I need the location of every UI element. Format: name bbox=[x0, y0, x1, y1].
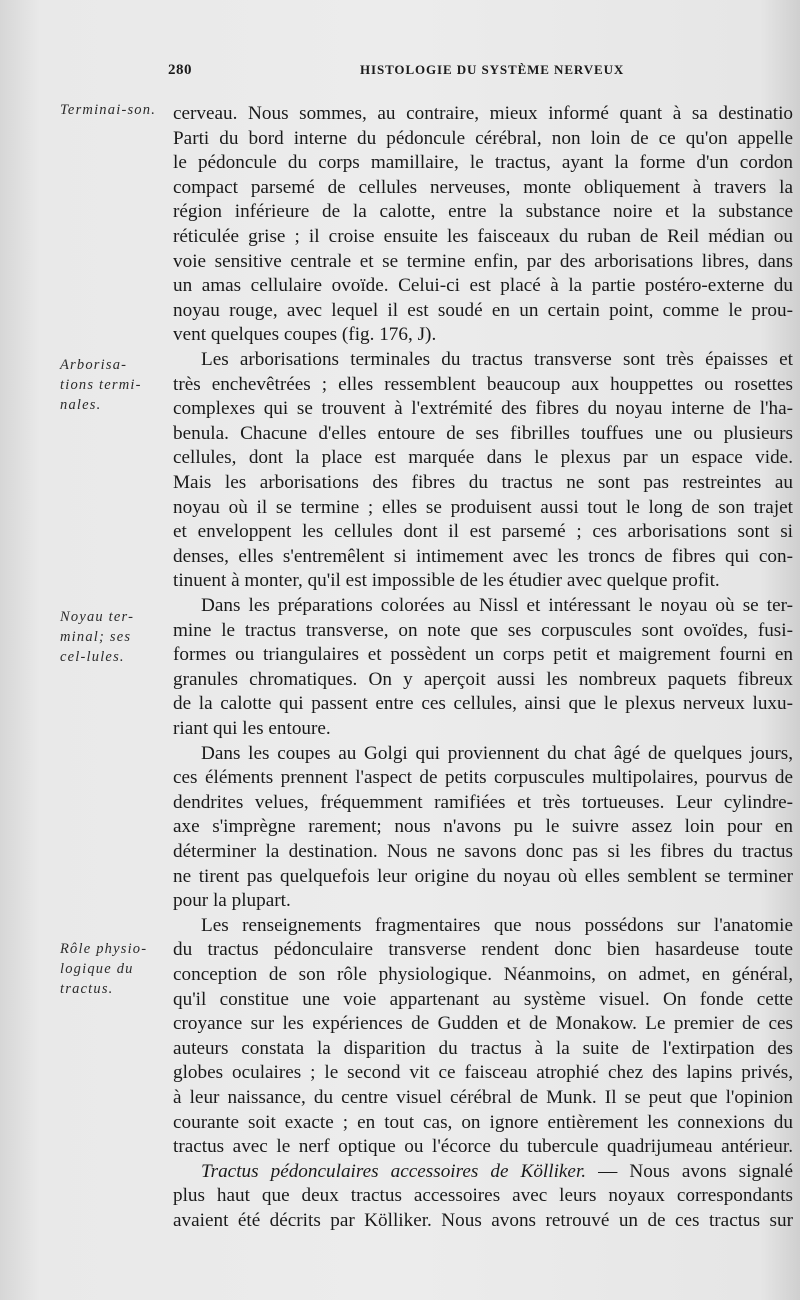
text-line: axe s'imprègne rarement; nous n'avons pu le suivre assez loin pour en bbox=[173, 816, 793, 838]
text-line: cerveau. Nous sommes, au contraire, mieux informé quant à sa destinatio bbox=[173, 103, 793, 124]
text-line: granules chromatiques. On y aperçoit aussi les nombreux paquets fibreux bbox=[173, 668, 793, 690]
text-line: noyau rouge, avec lequel il est soudé en un certain point, comme le prou- bbox=[173, 299, 793, 321]
text-line: Parti du bord interne du pédoncule cérébral, non loin de ce qu'on appelle bbox=[173, 127, 793, 149]
text-line: voie sensitive centrale et se termine enfin, par des arborisations libres, dans bbox=[173, 250, 793, 272]
text-line: compact parsemé de cellules nerveuses, monte obliquement à travers la bbox=[173, 176, 793, 198]
text-line: qu'il constitue une voie appartenant au système visuel. On fonde cette bbox=[173, 988, 793, 1010]
text-line: Les arborisations terminales du tractus transverse sont très épaisses et bbox=[201, 349, 793, 370]
text-line: région inférieure de la calotte, entre la substance noire et la substance bbox=[173, 201, 793, 223]
text-line: Les renseignements fragmentaires que nous possédons sur l'anatomie bbox=[201, 914, 793, 936]
margin-note: Terminai-son. bbox=[60, 102, 157, 118]
text-line: plus haut que deux tractus accessoires avec leurs noyaux correspondants bbox=[173, 1185, 793, 1207]
text-line: complexes qui se trouvent à l'extrémité des fibres du noyau interne de l'ha- bbox=[173, 398, 793, 420]
text-line: Mais les arborisations des fibres du tractus ne sont pas restreintes au bbox=[173, 472, 793, 493]
text-line: noyau où il se termine ; elles se produisent aussi tout le long de son trajet bbox=[173, 496, 793, 518]
text-line: le pédoncule du corps mamillaire, le tractus, ayant la forme d'un cordon bbox=[173, 152, 793, 174]
text-line: benula. Chacune d'elles entoure de ses fibrilles touffues une ou plusieurs bbox=[173, 422, 793, 444]
text-line: tractus avec le nerf optique ou l'écorce du tubercule quadrijumeau antérieur. bbox=[173, 1136, 793, 1158]
running-title: HISTOLOGIE DU SYSTÈME NERVEUX bbox=[360, 62, 625, 77]
text-line: vent quelques coupes (fig. 176, J). bbox=[173, 324, 437, 346]
text-line: pour la plupart. bbox=[173, 890, 291, 912]
text-line: et enveloppent les cellules dont il est parsemé ; ces arborisations sont si bbox=[173, 521, 793, 543]
text-line: de la calotte qui passent entre ces cellules, ainsi que le plexus nerveux luxu- bbox=[173, 693, 793, 715]
text-line: réticulée grise ; il croise ensuite les faisceaux du ruban de Reil médian ou bbox=[173, 226, 793, 247]
text-line: déterminer la destination. Nous ne savons donc pas si les fibres du tractus bbox=[173, 841, 793, 862]
text-line: formes ou triangulaires et possèdent un corps petit et maigrement fourni en bbox=[173, 644, 793, 666]
margin-note: Noyau ter-minal; ses cel-lules. bbox=[60, 609, 135, 665]
text-line: cellules, dont la place est marquée dans le plexus par un espace vide. bbox=[173, 447, 793, 469]
text-line: avaient été décrits par Kölliker. Nous avons retrouvé un de ces tractus sur bbox=[173, 1210, 793, 1231]
text-line: mine le tractus transverse, on note que ses corpuscules sont ovoïdes, fusi- bbox=[173, 619, 793, 641]
text-line: ces éléments prennent l'aspect de petits corpuscules multipolaires, pourvus de bbox=[173, 767, 793, 789]
text-line: riant qui les entoure. bbox=[173, 718, 331, 739]
text-line: courante soit exacte ; en tout cas, on ignore entièrement les connexions du bbox=[173, 1111, 793, 1133]
text-line: Dans les coupes au Golgi qui proviennent du chat âgé de quelques jours, bbox=[201, 742, 793, 764]
margin-note: Rôle physio-logique du tractus. bbox=[60, 941, 148, 997]
text-line: globes oculaires ; le second vit ce faisceau atrophié chez des lapins privés, bbox=[173, 1062, 793, 1084]
text-line: tinuent à monter, qu'il est impossible de les étudier avec quelque profit. bbox=[173, 570, 720, 592]
text-line: Tractus pédonculaires accessoires de Kölliker. — Nous avons signalé bbox=[201, 1160, 793, 1182]
text-line: du tractus pédonculaire transverse rendent donc bien hasardeuse toute bbox=[173, 939, 793, 961]
text-line: Dans les préparations colorées au Nissl et intéressant le noyau où se ter- bbox=[201, 595, 793, 616]
section-heading-italic: Tractus pédonculaires accessoires de Kölliker. bbox=[201, 1160, 587, 1182]
text-line: à leur naissance, du centre visuel cérébral de Munk. Il se peut que l'opinion bbox=[173, 1087, 793, 1108]
text-line: très enchevêtrées ; elles ressemblent beaucoup aux houppettes ou rosettes bbox=[173, 373, 793, 395]
text-line: denses, elles s'entremêlent si intimement avec les troncs de fibres qui con- bbox=[173, 545, 793, 567]
text-line: conception de son rôle physiologique. Néanmoins, on admet, en général, bbox=[173, 964, 793, 985]
text-line: auteurs constata la disparition du tractus à la suite de l'extirpation des bbox=[173, 1037, 793, 1059]
page-number: 280 bbox=[168, 62, 192, 78]
text-line: dendrites velues, fréquemment ramifiées et très tortueuses. Leur cylindre- bbox=[173, 791, 793, 813]
text-line: croyance sur les expériences de Gudden et de Monakow. Le premier de ces bbox=[173, 1013, 793, 1035]
text-line: ne tirent pas quelquefois leur origine du noyau où elles semblent se terminer bbox=[173, 865, 793, 887]
text-line: un amas cellulaire ovoïde. Celui-ci est placé à la partie postéro-externe du bbox=[173, 275, 793, 297]
margin-note: Arborisa-tions termi-nales. bbox=[60, 357, 142, 413]
